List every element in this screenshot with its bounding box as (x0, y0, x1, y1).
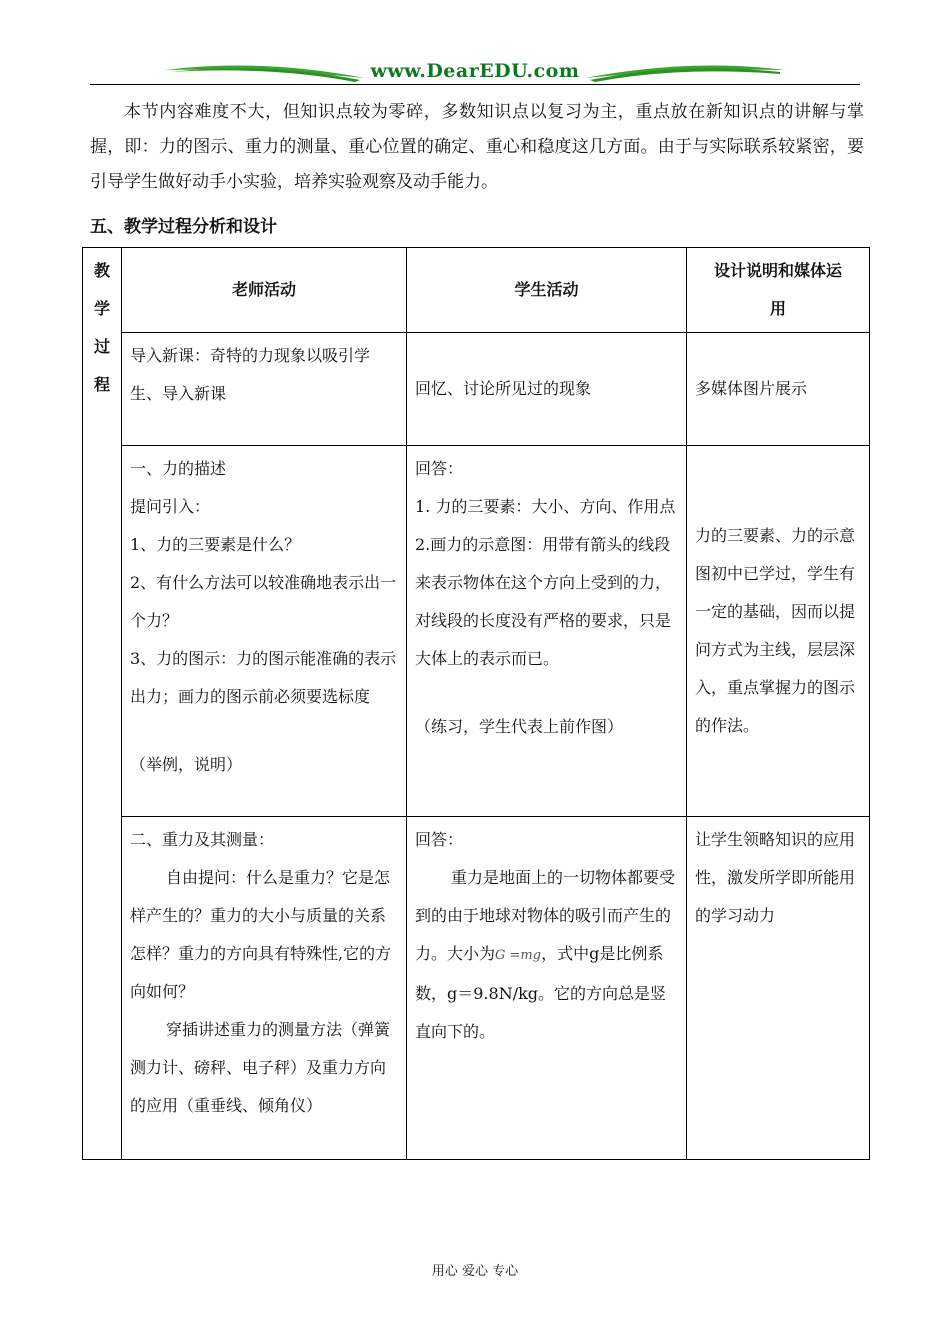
row3-student: 回答： 重力是地面上的一切物体都要受到的由于地球对物体的吸引而产生的力。大小为G =mg，式中g是比例系数，g＝9.8N/kg。它的方向总是竖直向下的。 (407, 817, 687, 1160)
table-header-row (83, 248, 870, 333)
row2-teacher: 一、力的描述 提问引入： 1、力的三要素是什么？ 2、有什么方法可以较准确地表示出一个力？ 3、力的图示：力的图示能准确的表示出力；画力的图示前必须要选标度 （举例，说明） (122, 446, 407, 817)
row2-design: 力的三要素、力的示意图初中已学过，学生有一定的基础，因而以提问方式为主线，层层深入，重点掌握力的图示的作法。 (687, 446, 870, 817)
side-label-cell (83, 248, 122, 1160)
row1-student: 回忆、讨论所见过的现象 (407, 333, 687, 446)
process-table (82, 247, 870, 1160)
logo-text[interactable]: www.DearEDU.com (370, 60, 580, 82)
header-teacher: 老师活动 (122, 248, 407, 333)
side-label: 教 学 过 程 (93, 261, 110, 394)
row2-student: 回答： 1. 力的三要素：大小、方向、作用点 2.画力的示意图：用带有箭头的线段来表示物体在这个方向上受到的力，对线段的长度没有严格的要求，只是大体上的表示而已。 （练习，学生代表上前作图） (407, 446, 687, 817)
header-rule (90, 84, 860, 85)
table-row (83, 446, 870, 817)
header-student: 学生活动 (407, 248, 687, 333)
table-row (83, 817, 870, 1160)
section-heading: 五、教学过程分析和设计 (90, 217, 277, 237)
row1-teacher: 导入新课：奇特的力现象以吸引学生、导入新课 (122, 333, 407, 446)
header-design: 设计说明和媒体运 用 (687, 248, 870, 333)
page-footer: 用心 爱心 专心 (431, 1264, 519, 1279)
table-row (83, 333, 870, 446)
row3-teacher: 二、重力及其测量： 自由提问：什么是重力？它是怎样产生的？重力的大小与质量的关系怎样？重力的方向具有特殊性,它的方向如何？ 穿插讲述重力的测量方法（弹簧测力计、磅秤、电子秤）及重力方向的应用（重垂线、倾角仪） (122, 817, 407, 1160)
gravity-formula: G =mg (495, 948, 542, 963)
row1-design: 多媒体图片展示 (687, 333, 870, 446)
intro-paragraph: 本节内容难度不大，但知识点较为零碎，多数知识点以复习为主，重点放在新知识点的讲解与掌握，即：力的图示、重力的测量、重心位置的确定、重心和稳度这几方面。由于与实际联系较紧密，要引导学生做好动手小实验，培养实验观察及动手能力。 (90, 102, 864, 192)
row3-design: 让学生领略知识的应用性，激发所学即所能用的学习动力 (687, 817, 870, 1160)
